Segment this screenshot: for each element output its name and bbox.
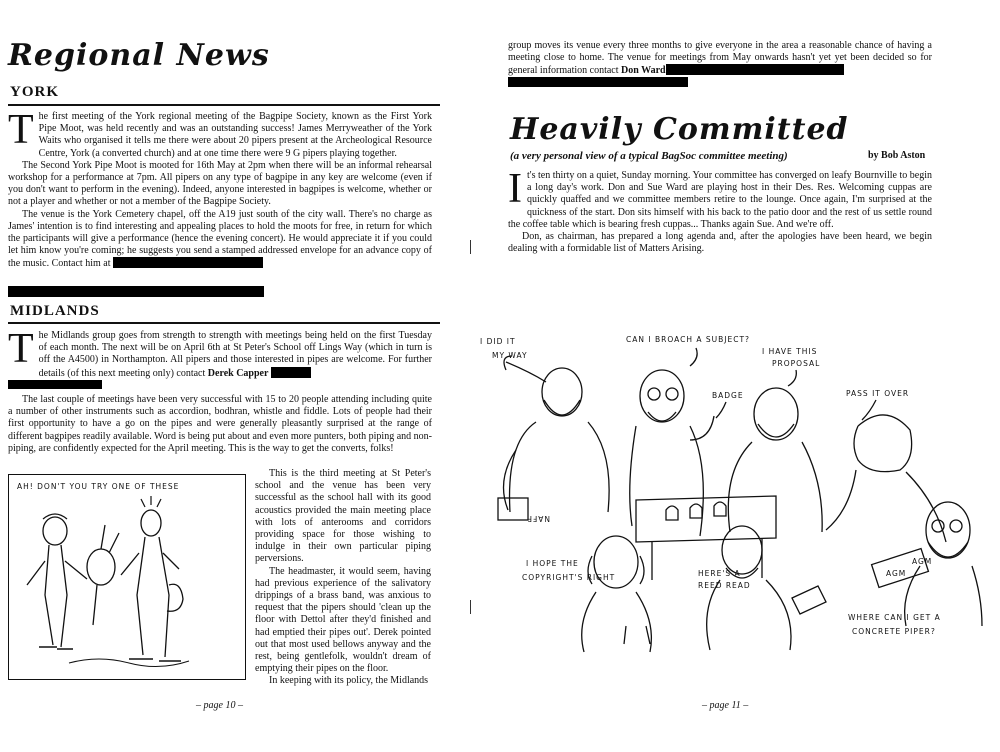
committee-article — [508, 166, 932, 255]
york-paragraph-3-text: The venue is the York Cemetery chapel, off the A19 just south of the city wall. There's no charge as James' intention is to find interesting and appealing places to hold the moots for free, in return for which the participants will give a performance (hence the evening concert). He would appreciate it if you could let him know you're coming; he suggests you send a stamped addressed envelope for an advance copy of the music. Contact him at — [8, 208, 432, 270]
midlands-paragraph-3: This is the third meeting at St Peter's school and the venue has been very successful as the school hall with its good acoustics provided the main meeting place with lots of anterooms and corridors providing space for those wishing to indulge in their own particular piping perversions. — [255, 468, 431, 565]
york-paragraph-2: The Second York Pipe Moot is mooted for 16th May at 2pm when there will be an informal rehearsal workshop for a performance at 7pm. All pipers on any type of bagpipe in any key are welcome (even if you don't want to perform in the evening). Indeed, anyone interested in bagpipes is welcome, whether or not a player and whether or not a member of the Bagpipe Society. — [8, 159, 432, 208]
caption-heres-a: HERE'S A — [698, 569, 741, 578]
midlands-paragraph-1: he Midlands group goes from strength to strength with meetings being held on the first Tuesday of each month. The next will be on April 6th at St Peter's School off Lings Way (which in turn is off the A4500) in Northampton. All pipers and those interested in pipes are welcome. For further details (of this next meeting only) contact — [38, 330, 432, 379]
caption-agm-1: AGM — [886, 569, 907, 578]
caption-broach-subject: CAN I BROACH A SUBJECT? — [626, 335, 751, 344]
redacted-phone — [271, 367, 311, 378]
caption-naff: NAFF — [526, 514, 550, 523]
york-dropcap: T — [8, 107, 34, 153]
caption-reed-read: REED READ — [698, 581, 751, 590]
york-heading: YORK — [10, 84, 59, 100]
redacted-contact — [113, 257, 263, 268]
caption-pass-it-over: PASS IT OVER — [846, 389, 910, 398]
piper-cartoon — [8, 474, 246, 680]
caption-i-did-it: I DID IT — [480, 337, 516, 346]
committee-cartoon — [476, 330, 996, 660]
committee-paragraph-1: t's ten thirty on a quiet, Sunday morning. Your committee has converged on leafy Bournville to begin a long day's work. Don and Sue Ward are playing host in their Des. Res. Welcoming cuppas are quickly quaffed and we committee members retire to the lounge. Once again, I'm surprised at the quickness of the start. Don sits himself with his back to the patio door and the rest of us settle round the coffee table which is bearing fresh cuppas... Thanks again Sue. And we're off. — [508, 170, 932, 230]
york-article — [8, 107, 432, 271]
midlands-continued — [508, 40, 932, 78]
york-rule — [8, 104, 440, 106]
caption-my-way: MY WAY — [492, 351, 528, 360]
redacted-block-3 — [508, 77, 688, 87]
continued-contact-name: Don Ward — [621, 65, 666, 77]
caption-proposal: PROPOSAL — [772, 359, 821, 368]
caption-where-can-i: WHERE CAN I GET A — [848, 613, 941, 622]
piper-cartoon-caption: AH! DON'T YOU TRY ONE OF THESE — [17, 482, 180, 491]
caption-agm-2: AGM — [912, 557, 933, 566]
heavily-committed-title: Heavily Committed — [510, 112, 849, 147]
caption-i-have-this: I HAVE THIS — [762, 347, 818, 356]
caption-copyright: COPYRIGHT'S RIGHT — [522, 573, 616, 582]
midlands-heading: MIDLANDS — [10, 303, 100, 319]
midlands-continued-text: group moves its venue every three months to give everyone in the area a reasonable chance of having a meeting close to home. The venue for meetings from May onwards hasn't yet yet been decided so for general information contact — [508, 40, 932, 77]
redacted-block-2 — [8, 380, 102, 389]
committee-dropcap: I — [508, 166, 522, 212]
piper-cartoon-drawing — [9, 475, 245, 679]
redacted-block — [8, 286, 264, 297]
article-subtitle: (a very personal view of a typical BagSoc committee meeting) — [510, 150, 788, 162]
caption-badge: BADGE — [712, 391, 744, 400]
york-paragraph-1: he first meeting of the York regional meeting of the Bagpipe Society, known as the First York Pipe Moot, was held recently and was an outstanding success! James Merryweather of the York Waits who organised it tells me there were about 20 pipers present at the Archeological Resource Centre, York (a converted church) and at one time there were 9 G pipers playing together. — [38, 111, 432, 159]
midlands-paragraph-4: The headmaster, it would seem, having had previous experience of the salivatory drippings of a brass band, was anxious to request that the pipers should 'clean up the floor with Dettol after they'd finished and had emptied their pipes out'. Derek pointed out that most used bellows anyway and the rest, being gentlefolk, wouldn't dream of emptying their pipes on the floor. — [255, 565, 431, 675]
regional-news-title: Regional News — [8, 38, 270, 73]
york-paragraph-3 — [8, 209, 432, 271]
midlands-contact-name: Derek Capper — [207, 367, 269, 379]
midlands-dropcap: T — [8, 326, 34, 372]
midlands-column — [255, 468, 431, 688]
caption-concrete-piper: CONCRETE PIPER? — [852, 627, 936, 636]
redacted-contact-2 — [666, 64, 844, 75]
left-page — [0, 0, 470, 752]
committee-cartoon-drawing — [476, 330, 996, 660]
midlands-paragraph-2: The last couple of meetings have been very successful with 15 to 20 people attending including quite a number of other instruments such as accordion, bodhran, whistle and fiddle. Lots of people had their first opportunity to have a go on the pipes and were generally pleasantly surprised at the range of different bagpipes readily available. Word is being put about and even more punters, both piping and non-piping, are confidently expected for the April meeting. This is the way to get the converts, folks! — [8, 394, 432, 454]
committee-paragraph-2: Don, as chairman, has prepared a long agenda and, after the apologies have been heard, we begin dealing with a formidable list of Matters Arising. — [508, 231, 932, 255]
midlands-article — [8, 326, 432, 380]
page-number-11: – page 11 – — [702, 700, 749, 711]
midlands-rule — [8, 322, 440, 324]
right-page — [470, 0, 1000, 752]
caption-i-hope-the: I HOPE THE — [526, 559, 579, 568]
midlands-paragraph-5: In keeping with its policy, the Midlands — [269, 675, 429, 687]
article-byline: by Bob Aston — [868, 150, 926, 161]
page-number-10: – page 10 – — [196, 700, 243, 711]
